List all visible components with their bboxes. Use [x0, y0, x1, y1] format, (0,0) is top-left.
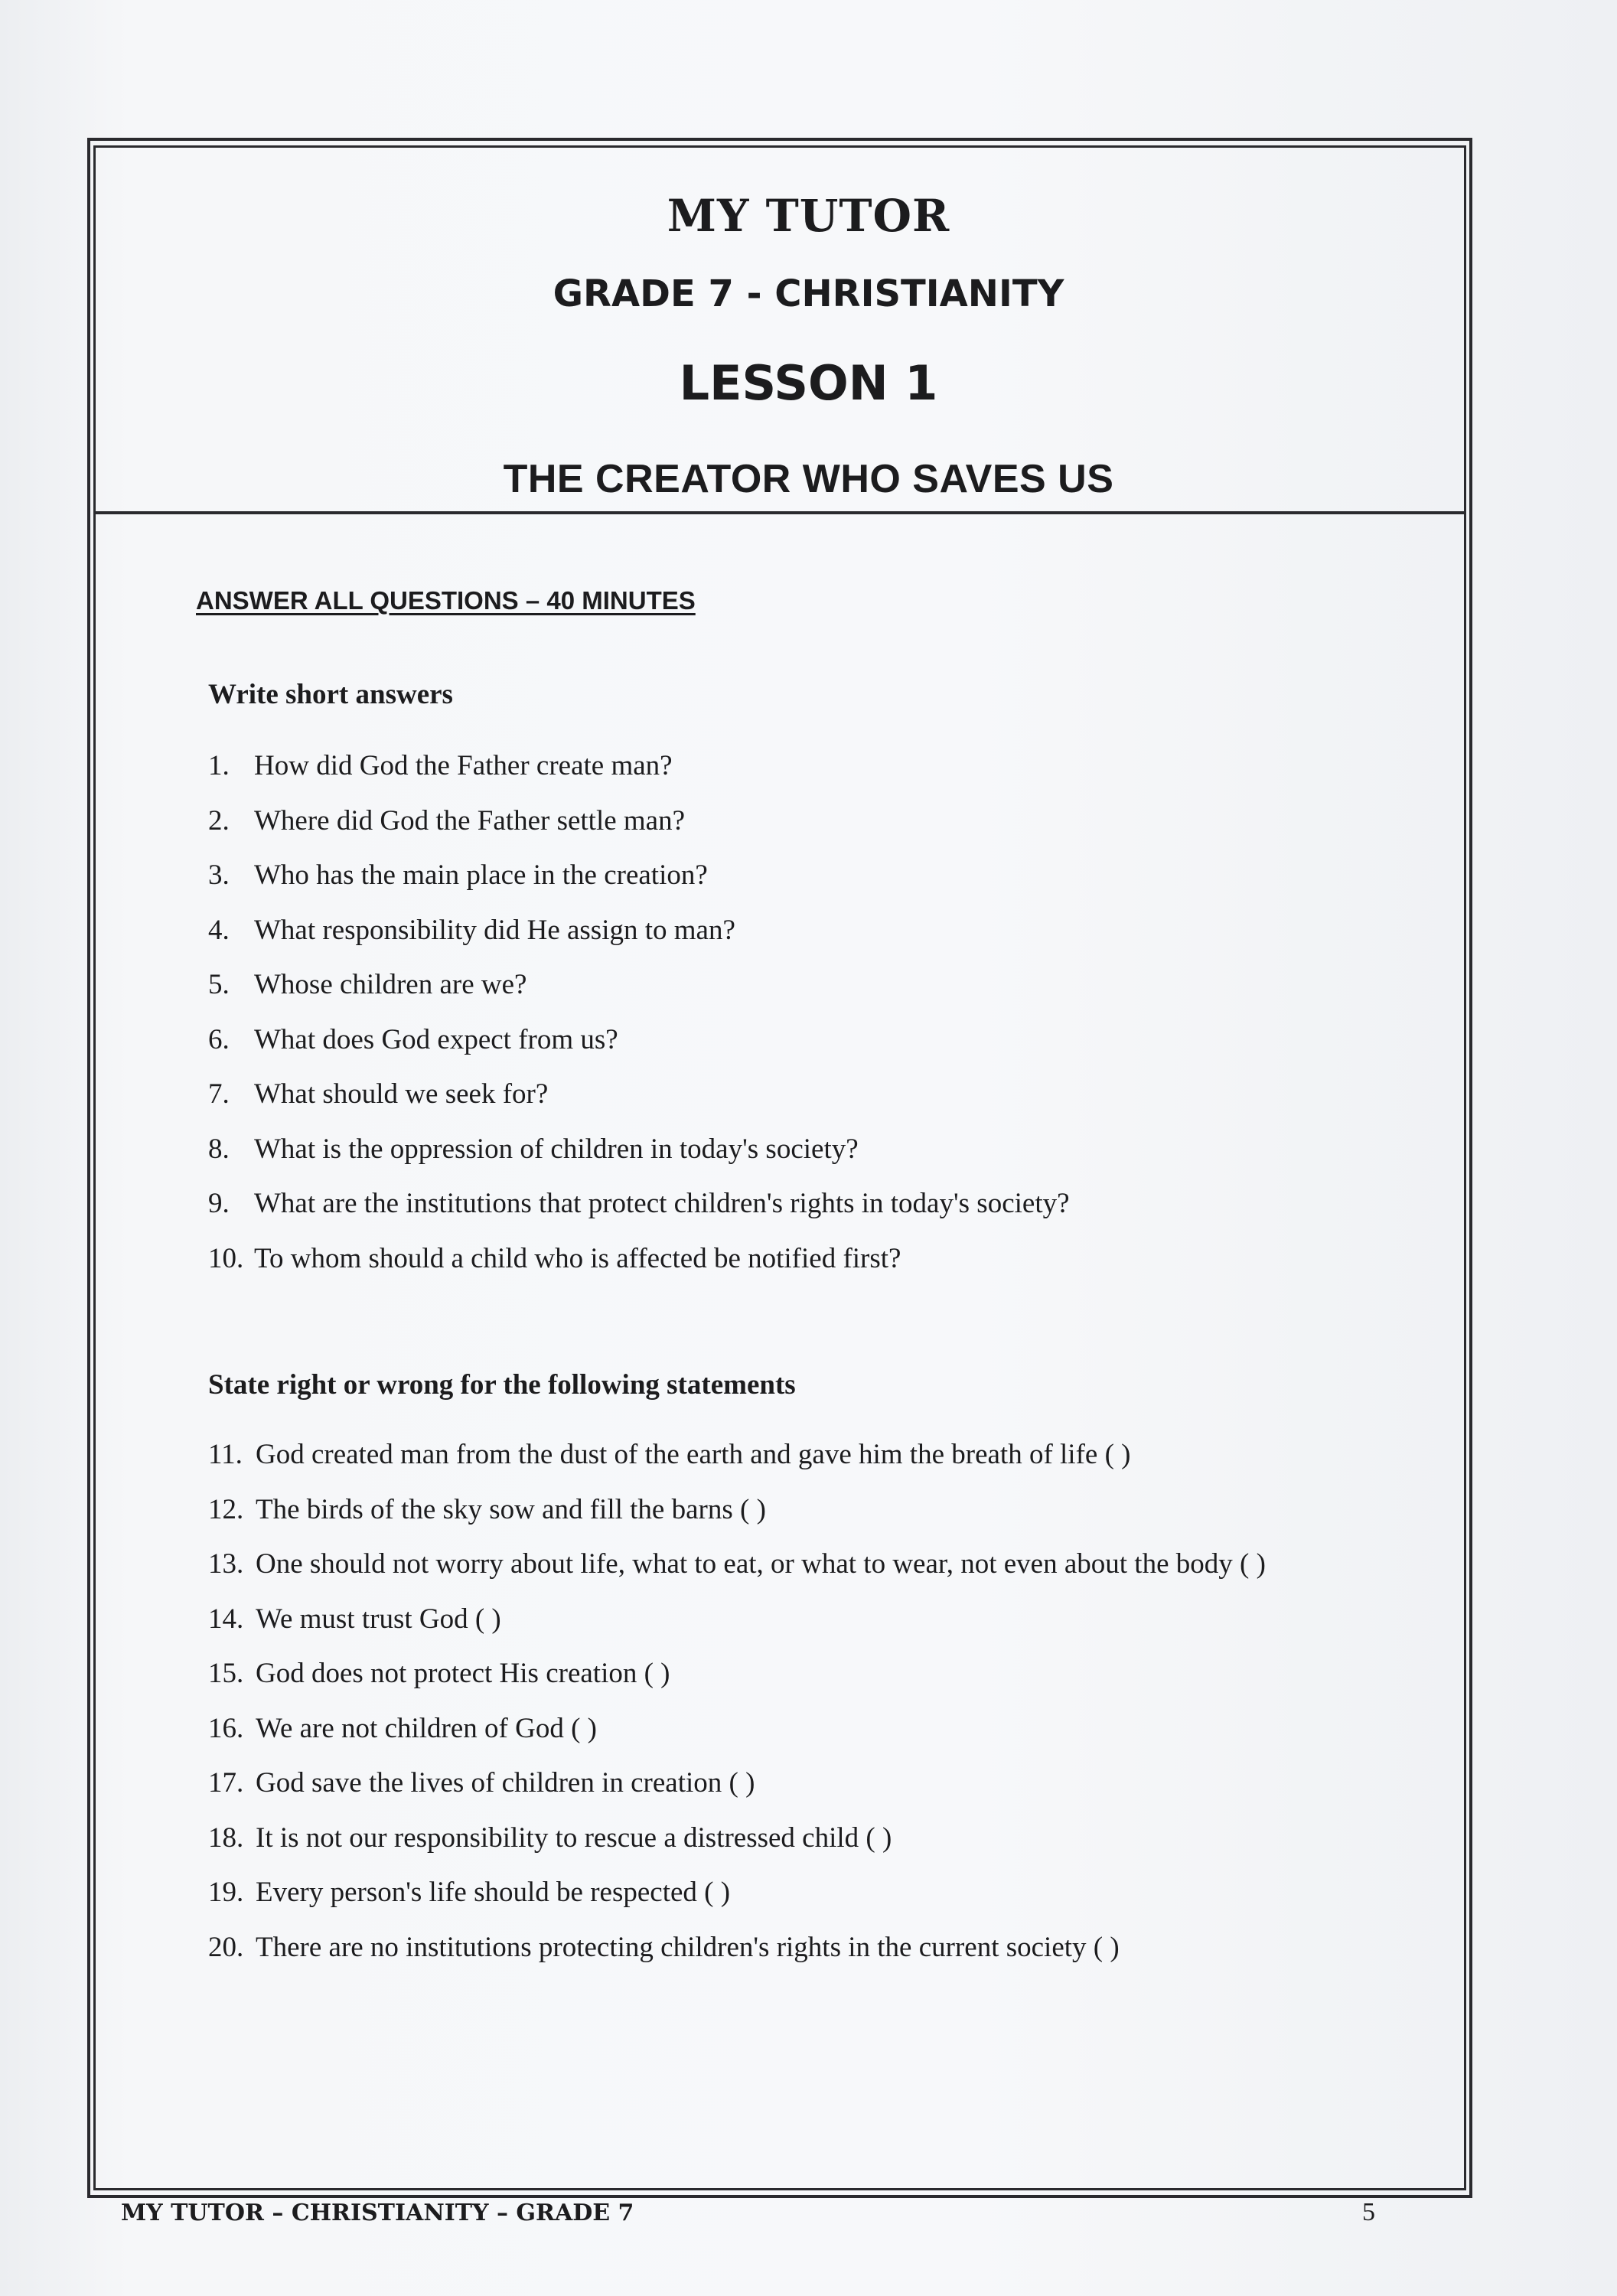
question-item	[208, 748, 1448, 804]
question-item	[208, 967, 1448, 1022]
question-text: There are no institutions protecting children's rights in the current society ( )	[256, 1931, 1120, 1963]
question-number: 16.	[208, 1712, 244, 1744]
question-number: 17.	[208, 1767, 244, 1799]
question-item	[208, 1711, 1448, 1766]
question-number: 9.	[208, 1188, 230, 1219]
question-text: How did God the Father create man?	[254, 750, 673, 781]
question-number: 13.	[208, 1548, 244, 1580]
exam-instruction: ANSWER ALL QUESTIONS – 40 MINUTES	[196, 586, 696, 615]
question-item	[208, 1241, 1448, 1296]
question-item	[208, 1492, 1448, 1548]
question-text: God save the lives of children in creation ( )	[256, 1767, 755, 1799]
question-number: 14.	[208, 1603, 244, 1635]
lesson-number: LESSON 1	[679, 355, 938, 411]
question-item	[208, 1132, 1448, 1187]
header-divider	[93, 511, 1466, 514]
section-heading-short-answers: Write short answers	[208, 679, 453, 710]
question-number: 1.	[208, 750, 230, 781]
question-number: 5.	[208, 969, 230, 1000]
question-number: 12.	[208, 1493, 244, 1525]
question-number: 20.	[208, 1931, 244, 1963]
question-text: The birds of the sky sow and fill the barns ( )	[256, 1493, 766, 1525]
question-item	[208, 913, 1448, 968]
question-text: One should not worry about life, what to eat, or what to wear, not even about the body ( )	[256, 1548, 1266, 1580]
question-item	[208, 1875, 1448, 1930]
question-item	[208, 1437, 1448, 1492]
question-item	[208, 804, 1448, 859]
question-text: What are the institutions that protect children's rights in today's society?	[254, 1188, 1070, 1219]
question-item	[208, 1821, 1448, 1876]
question-text: Where did God the Father settle man?	[254, 804, 686, 837]
question-text: God does not protect His creation ( )	[256, 1658, 670, 1689]
question-number: 2.	[208, 804, 230, 837]
question-item	[208, 858, 1448, 913]
question-number: 7.	[208, 1078, 230, 1110]
question-item	[208, 1186, 1448, 1241]
question-number: 6.	[208, 1023, 230, 1055]
grade-subject: GRADE 7 - CHRISTIANITY	[553, 272, 1064, 315]
question-number: 4.	[208, 914, 230, 946]
question-text: We are not children of God ( )	[256, 1712, 597, 1744]
question-number: 3.	[208, 859, 230, 891]
brand-title: MY TUTOR	[667, 190, 950, 242]
question-text: It is not our responsibility to rescue a distressed child ( )	[256, 1821, 892, 1854]
question-item	[208, 1022, 1448, 1078]
question-text: What does God expect from us?	[254, 1023, 618, 1055]
question-item	[208, 1602, 1448, 1657]
right-or-wrong-statement-list	[208, 1437, 1448, 1985]
page-number: 5	[1362, 2198, 1375, 2226]
lesson-title: THE CREATOR WHO SAVES US	[503, 457, 1114, 501]
question-number: 15.	[208, 1658, 244, 1689]
question-text: We must trust God ( )	[256, 1603, 501, 1635]
question-number: 11.	[208, 1439, 243, 1470]
question-text: What is the oppression of children in today's society?	[254, 1133, 859, 1165]
short-answer-question-list	[208, 748, 1448, 1296]
question-number: 10.	[208, 1242, 244, 1274]
question-number: 19.	[208, 1877, 244, 1908]
question-text: Who has the main place in the creation?	[254, 859, 708, 891]
question-number: 8.	[208, 1133, 230, 1165]
section-heading-right-or-wrong: State right or wrong for the following statements	[208, 1369, 796, 1401]
question-text: God created man from the dust of the earth and gave him the breath of life ( )	[256, 1439, 1131, 1470]
question-item	[208, 1077, 1448, 1132]
question-text: To whom should a child who is affected be notified first?	[254, 1242, 901, 1274]
question-item	[208, 1547, 1448, 1602]
question-text: Whose children are we?	[254, 969, 527, 1000]
question-item	[208, 1930, 1448, 1985]
question-text: What should we seek for?	[254, 1078, 549, 1110]
question-number: 18.	[208, 1821, 244, 1854]
footer-title: MY TUTOR – CHRISTIANITY – GRADE 7	[121, 2200, 634, 2226]
question-item	[208, 1766, 1448, 1821]
question-text: Every person's life should be respected ( )	[256, 1877, 731, 1908]
question-item	[208, 1656, 1448, 1711]
question-text: What responsibility did He assign to man?	[254, 914, 735, 946]
